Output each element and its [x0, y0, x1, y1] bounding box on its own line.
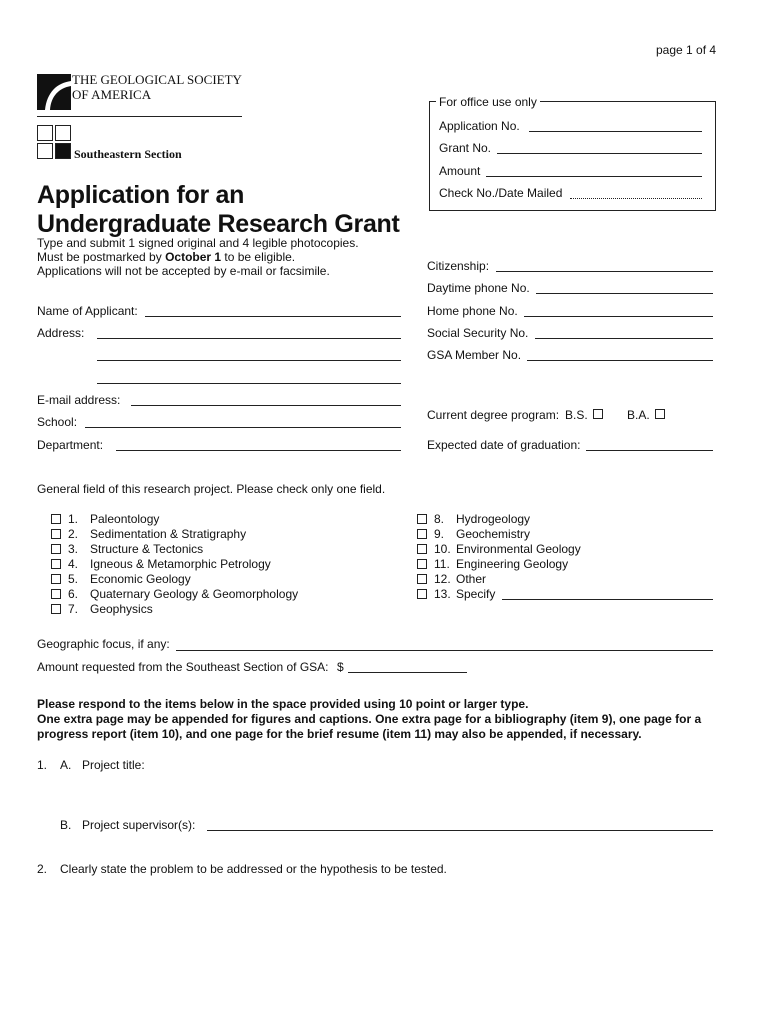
citizenship-label: Citizenship:	[427, 259, 490, 273]
field-checkbox[interactable]	[51, 589, 61, 599]
project-supervisor-line[interactable]	[207, 830, 713, 831]
office-field-label: Grant No.	[439, 141, 492, 155]
field-checkbox[interactable]	[51, 544, 61, 554]
field-checkbox[interactable]	[417, 574, 427, 584]
field-number: 10.	[434, 542, 451, 556]
section-logo-square	[55, 125, 71, 141]
field-label: Structure & Tectonics	[90, 542, 204, 556]
field-label: Engineering Geology	[456, 557, 569, 571]
project-title-label: Project title:	[82, 758, 145, 772]
check-no-line[interactable]	[570, 198, 702, 199]
field-option	[68, 572, 191, 586]
item2-label: Clearly state the problem to be addressed or the hypothesis to be tested.	[60, 862, 447, 876]
field-label: Economic Geology	[90, 572, 191, 586]
field-label: Paleontology	[90, 512, 160, 526]
bs-checkbox[interactable]	[593, 409, 603, 419]
field-label: Geochemistry	[456, 527, 531, 541]
home-phone-line[interactable]	[524, 316, 713, 317]
field-label: Geophysics	[90, 602, 153, 616]
title-line1: Application for an	[37, 181, 245, 209]
field-option	[434, 527, 530, 541]
item2-number: 2.	[37, 862, 48, 876]
field-checkbox[interactable]	[51, 514, 61, 524]
logo-divider	[37, 116, 242, 117]
field-number: 1.	[68, 512, 79, 526]
field-option	[68, 542, 203, 556]
address-line-2[interactable]	[97, 360, 401, 361]
field-label: Hydrogeology	[456, 512, 531, 526]
gsa-member-line[interactable]	[527, 360, 713, 361]
address-line-1[interactable]	[97, 338, 401, 339]
notes-line3: progress report (item 10), and one page for the brief resume (item 11) may also be appended, if necessary.	[37, 727, 642, 741]
field-number: 2.	[68, 527, 79, 541]
office-field-label: Amount	[439, 164, 481, 178]
office-field-label: Check No./Date Mailed	[439, 186, 563, 200]
amount-line[interactable]	[486, 176, 702, 177]
item1-number: 1.	[37, 758, 48, 772]
department-label: Department:	[37, 438, 104, 452]
field-checkbox[interactable]	[51, 604, 61, 614]
department-line[interactable]	[116, 450, 401, 451]
field-number: 11.	[434, 557, 450, 571]
ba-label: B.A.	[627, 408, 650, 422]
ssn-line[interactable]	[535, 338, 713, 339]
instruction-text: to be eligible.	[221, 250, 296, 264]
school-line[interactable]	[85, 427, 401, 428]
section-name: Southeastern Section	[74, 147, 182, 161]
field-label: Igneous & Metamorphic Petrology	[90, 557, 271, 571]
field-checkbox[interactable]	[51, 559, 61, 569]
field-option	[68, 512, 159, 526]
amount-requested-line[interactable]	[348, 672, 467, 673]
title-line2: Undergraduate Research Grant	[37, 210, 400, 238]
field-option	[68, 602, 153, 616]
org-name-line2: OF AMERICA	[72, 87, 152, 102]
field-label: Environmental Geology	[456, 542, 581, 556]
office-use-caption: For office use only	[436, 95, 540, 109]
page-title	[37, 181, 400, 239]
field-number: 3.	[68, 542, 79, 556]
item1b-letter: B.	[60, 818, 72, 832]
application-no-line[interactable]	[529, 131, 702, 132]
ba-checkbox[interactable]	[655, 409, 665, 419]
home-phone-label: Home phone No.	[427, 304, 518, 318]
degree-program-label: Current degree program:	[427, 408, 560, 422]
field-number: 9.	[434, 527, 445, 541]
field-option	[68, 587, 298, 601]
field-label: Specify	[456, 587, 496, 601]
graduation-line[interactable]	[586, 450, 713, 451]
notes-line1: Please respond to the items below in the space provided using 10 point or larger type.	[37, 697, 529, 711]
address-label: Address:	[37, 326, 85, 340]
name-label: Name of Applicant:	[37, 304, 138, 318]
currency-symbol: $	[337, 660, 344, 674]
geo-focus-line[interactable]	[176, 650, 713, 651]
name-line[interactable]	[145, 316, 401, 317]
field-option	[68, 527, 246, 541]
gsa-logo-icon	[37, 74, 71, 110]
daytime-phone-line[interactable]	[536, 293, 713, 294]
amount-requested-label: Amount requested from the Southeast Section of GSA:	[37, 660, 329, 674]
field-label: Quaternary Geology & Geomorphology	[90, 587, 299, 601]
org-name-line1: THE GEOLOGICAL SOCIETY	[72, 72, 242, 87]
instruction-line3: Applications will not be accepted by e-mail or facsimile.	[37, 264, 330, 278]
item1a-letter: A.	[60, 758, 72, 772]
field-checkbox[interactable]	[51, 574, 61, 584]
field-number: 4.	[68, 557, 79, 571]
email-label: E-mail address:	[37, 393, 121, 407]
field-label: Sedimentation & Stratigraphy	[90, 527, 247, 541]
project-supervisor-label: Project supervisor(s):	[82, 818, 196, 832]
field-option	[68, 557, 271, 571]
section-logo-square	[37, 125, 53, 141]
page-number: page 1 of 4	[656, 43, 717, 57]
instruction-line1: Type and submit 1 signed original and 4 legible photocopies.	[37, 236, 359, 250]
daytime-phone-label: Daytime phone No.	[427, 281, 530, 295]
field-label: Other	[456, 572, 487, 586]
field-number: 13.	[434, 587, 451, 601]
field-prompt: General field of this research project. Please check only one field.	[37, 482, 386, 496]
field-number: 5.	[68, 572, 79, 586]
field-checkbox[interactable]	[417, 544, 427, 554]
field-number: 7.	[68, 602, 79, 616]
citizenship-line[interactable]	[496, 271, 713, 272]
notes-line2: One extra page may be appended for figures and captions. One extra page for a bibliography (item 9), one page for a	[37, 712, 702, 726]
field-option	[434, 572, 486, 586]
ssn-label: Social Security No.	[427, 326, 529, 340]
section-logo-square	[37, 143, 53, 159]
field-checkbox[interactable]	[417, 514, 427, 524]
field-option	[434, 587, 495, 601]
field-checkbox[interactable]	[417, 529, 427, 539]
grant-no-line[interactable]	[497, 153, 702, 154]
field-option	[434, 512, 530, 526]
instruction-text: Must be postmarked by	[37, 250, 166, 264]
gsa-member-label: GSA Member No.	[427, 348, 522, 362]
field-number: 12.	[434, 572, 451, 586]
field-checkbox[interactable]	[51, 529, 61, 539]
field-option	[434, 542, 581, 556]
bs-label: B.S.	[565, 408, 588, 422]
section-logo-square-filled	[55, 143, 71, 159]
field-option	[434, 557, 568, 571]
email-line[interactable]	[131, 405, 401, 406]
deadline: October 1	[165, 250, 222, 264]
office-field-label: Application No.	[439, 119, 520, 133]
field-number: 8.	[434, 512, 445, 526]
field-checkbox[interactable]	[417, 589, 427, 599]
graduation-label: Expected date of graduation:	[427, 438, 581, 452]
field-checkbox[interactable]	[417, 559, 427, 569]
field-number: 6.	[68, 587, 79, 601]
geo-focus-label: Geographic focus, if any:	[37, 637, 170, 651]
specify-line[interactable]	[502, 599, 713, 600]
instruction-line2	[37, 250, 295, 264]
address-line-3[interactable]	[97, 383, 401, 384]
school-label: School:	[37, 415, 78, 429]
